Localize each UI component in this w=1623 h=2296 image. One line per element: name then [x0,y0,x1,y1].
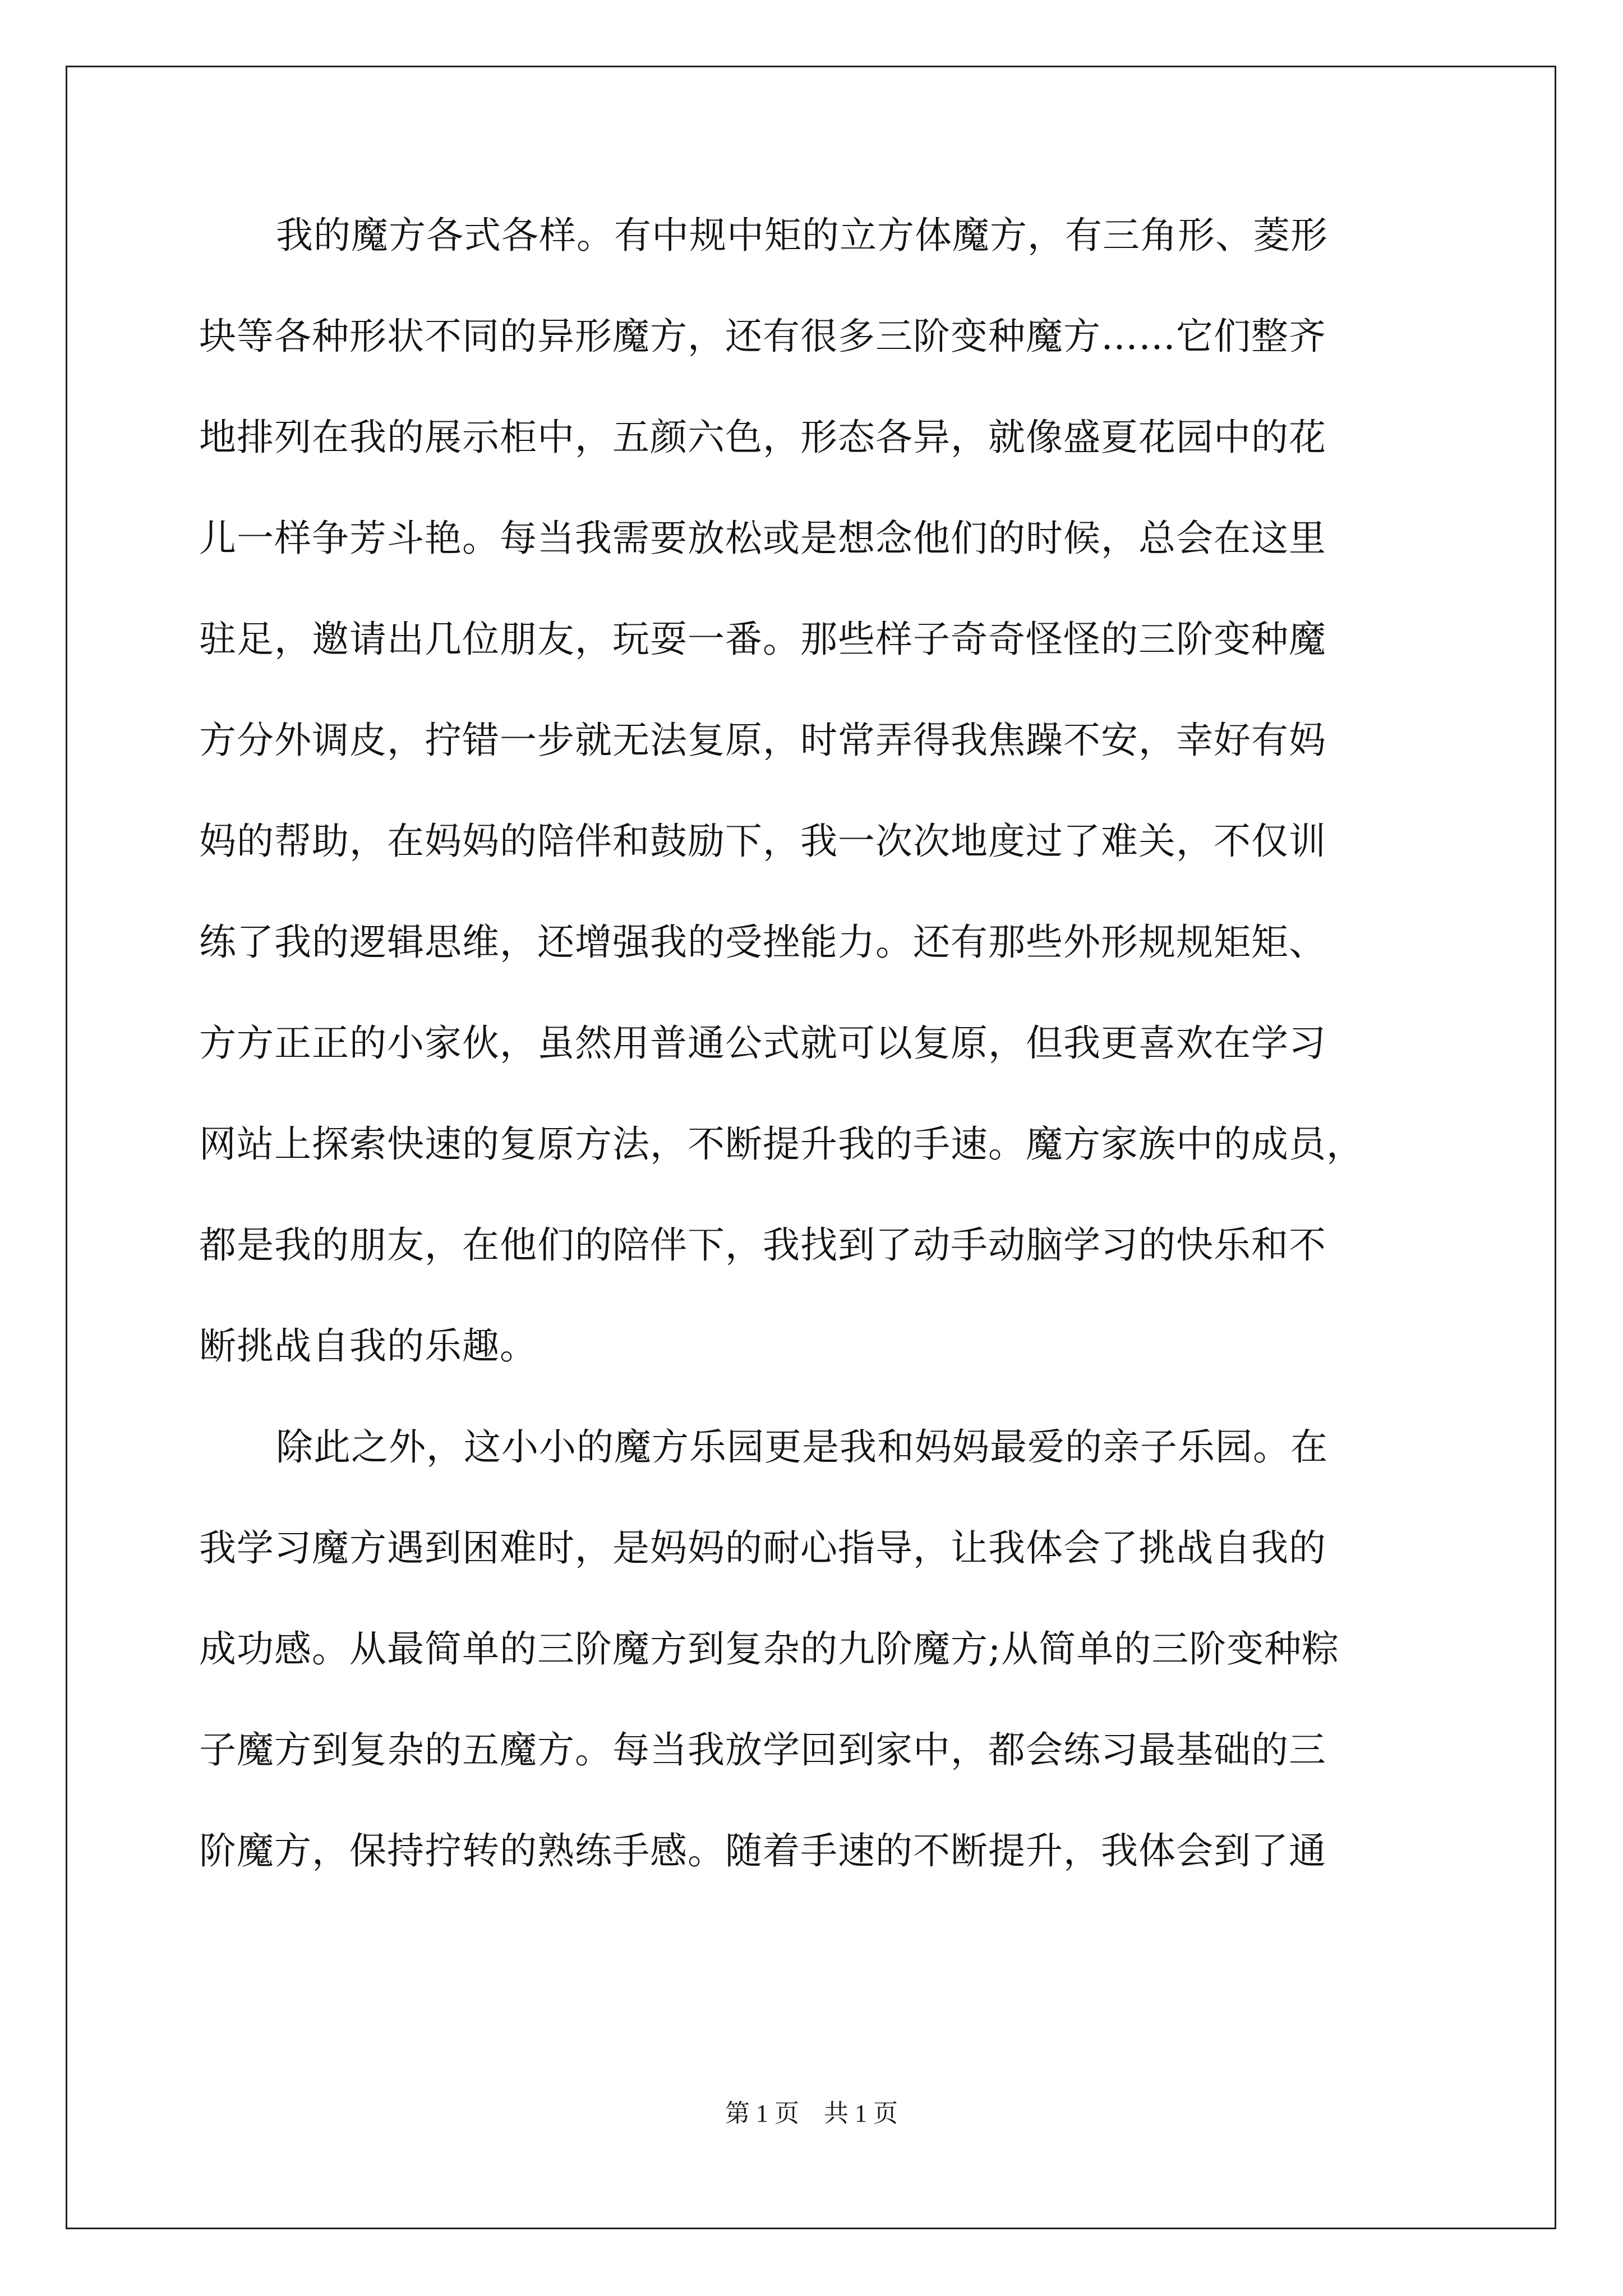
paragraph-1-line-9: 方方正正的小家伙，虽然用普通公式就可以复原，但我更喜欢在学习 [199,1022,1326,1065]
paragraph-1-line-3: 地排列在我的展示柜中，五颜六色，形态各异，就像盛夏花园中的花 [199,416,1326,459]
paragraph-1-line-11: 都是我的朋友，在他们的陪伴下，我找到了动手动脑学习的快乐和不 [199,1223,1326,1267]
paragraph-2-line-3: 成功感。从最简单的三阶魔方到复杂的九阶魔方;从简单的三阶变种粽 [199,1627,1340,1671]
paragraph-1-line-10: 网站上探索快速的复原方法，不断提升我的手速。魔方家族中的成员， [199,1122,1364,1166]
paragraph-1-line-12: 断挑战自我的乐趣。 [199,1324,537,1368]
paragraph-1-line-5: 驻足，邀请出几位朋友，玩耍一番。那些样子奇奇怪怪的三阶变种魔 [199,618,1326,661]
paragraph-2-line-1: 除此之外，这小小的魔方乐园更是我和妈妈最爱的亲子乐园。在 [276,1425,1328,1469]
paragraph-1-line-8: 练了我的逻辑思维，还增强我的受挫能力。还有那些外形规规矩矩、 [199,921,1326,964]
paragraph-2-line-4: 子魔方到复杂的五魔方。每当我放学回到家中，都会练习最基础的三 [199,1728,1326,1772]
page-number-footer: 第 1 页 共 1 页 [725,2100,898,2127]
paragraph-1-line-7: 妈的帮助，在妈妈的陪伴和鼓励下，我一次次地度过了难关，不仅训 [199,820,1326,863]
paragraph-2-line-5: 阶魔方，保持拧转的熟练手感。随着手速的不断提升，我体会到了通 [199,1829,1326,1872]
paragraph-1-line-4: 儿一样争芳斗艳。每当我需要放松或是想念他们的时候，总会在这里 [199,517,1326,560]
paragraph-1-line-2: 块等各种形状不同的异形魔方，还有很多三阶变种魔方……它们整齐 [199,315,1326,358]
paragraph-1-line-1: 我的魔方各式各样。有中规中矩的立方体魔方，有三角形、菱形 [276,214,1328,257]
paragraph-2-line-2: 我学习魔方遇到困难时，是妈妈的耐心指导，让我体会了挑战自我的 [199,1526,1326,1570]
paragraph-1-line-6: 方分外调皮，拧错一步就无法复原，时常弄得我焦躁不安，幸好有妈 [199,719,1326,762]
